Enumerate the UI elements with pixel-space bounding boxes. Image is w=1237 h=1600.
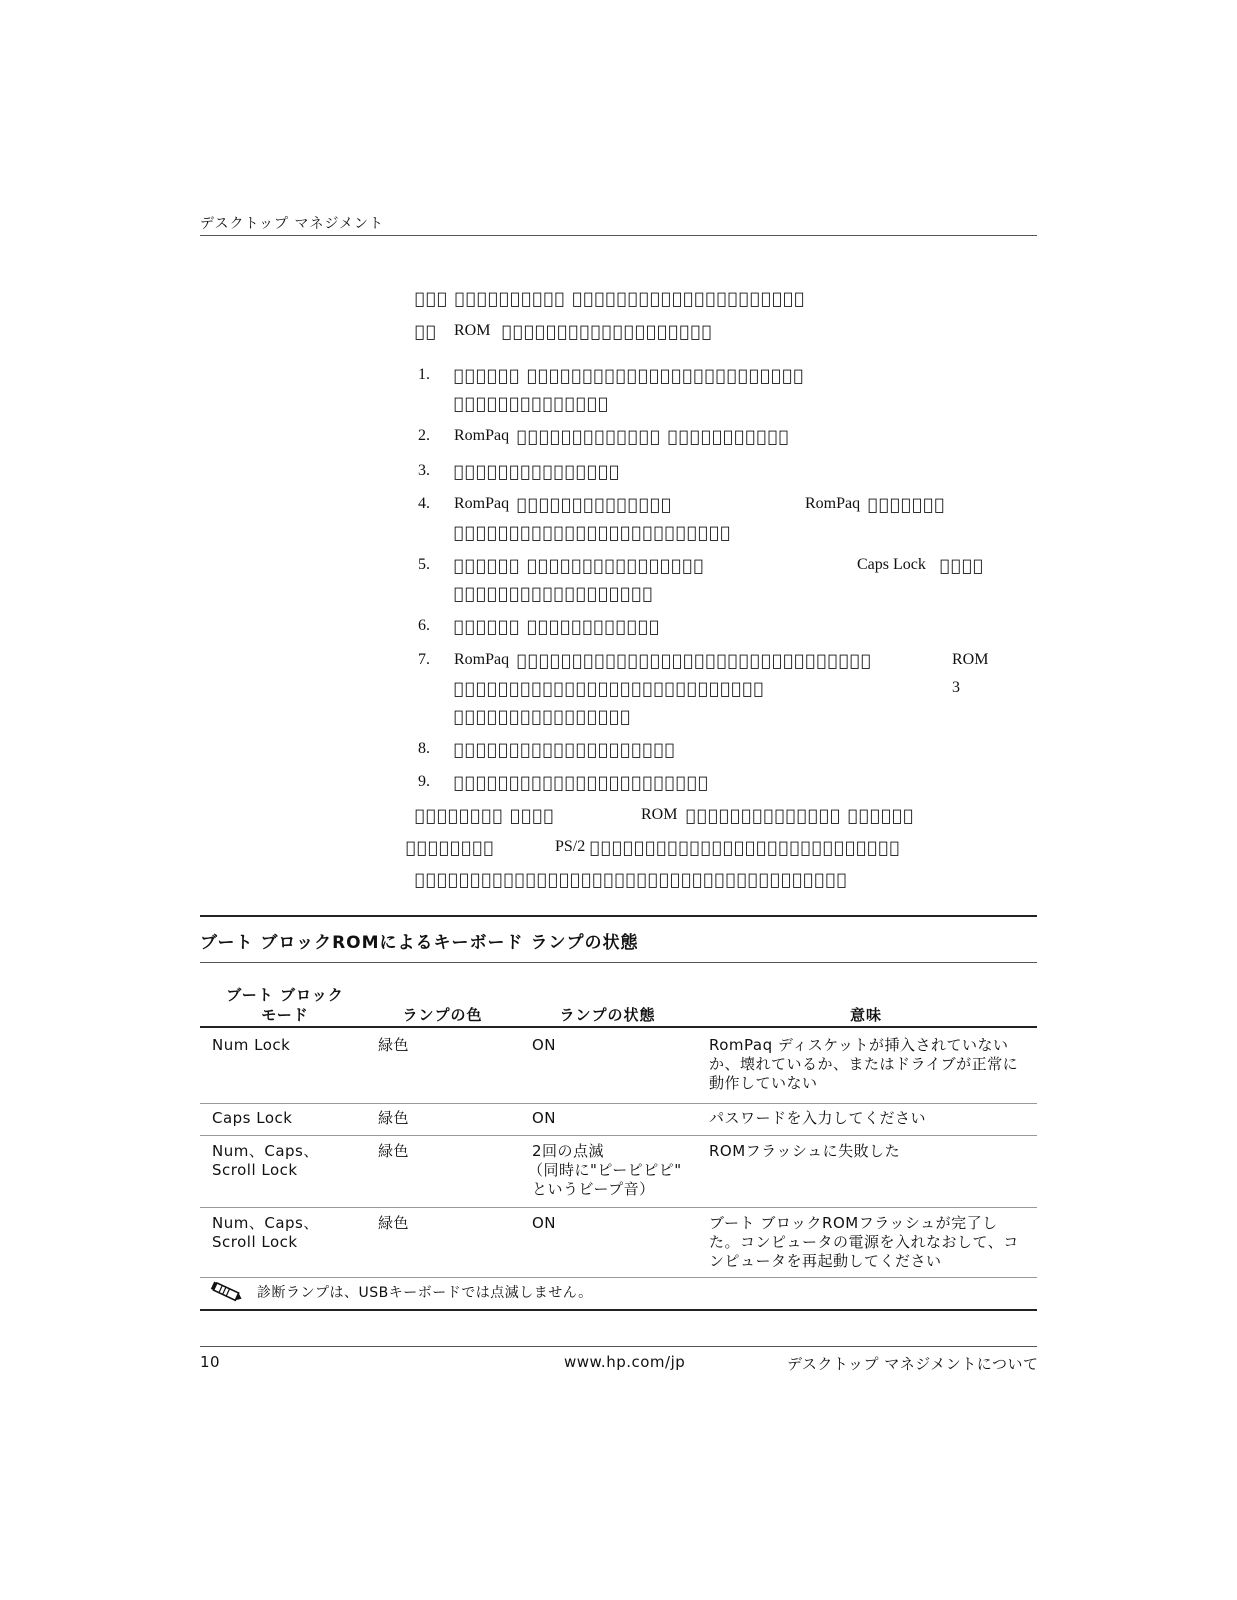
step-9-number: 9. <box>418 773 430 790</box>
row-2-state: ON <box>532 1109 557 1127</box>
step-4-line-1:                <box>517 495 673 514</box>
intro-line-2-rest:                     <box>502 322 713 341</box>
row-2-mode: Caps Lock <box>212 1109 293 1127</box>
row-1-mode: Num Lock <box>212 1036 291 1054</box>
row-3-meaning-1: ROMフラッシュに失敗した <box>709 1142 901 1160</box>
header-rule <box>200 235 1037 236</box>
pencil-note-icon <box>210 1280 244 1304</box>
step-7-line-2:                              <box>454 679 765 698</box>
step-6-line-1:                     <box>454 617 661 636</box>
row-4-state: ON <box>532 1214 557 1232</box>
step-8-number: 8. <box>418 740 430 757</box>
step-1-line-2:                <box>454 394 610 413</box>
row-4-mode-1: Num、Caps、 <box>212 1214 319 1232</box>
row-4-meaning-3: ンピュータを再起動してください <box>709 1252 942 1270</box>
table-bottom-rule <box>200 1309 1037 1311</box>
footer-url: www.hp.com/jp <box>564 1353 686 1371</box>
header-color: ランプの色 <box>402 1006 483 1024</box>
header-mode-line-2: モード <box>261 1006 309 1024</box>
step-7-rompaq: RomPaq <box>454 651 510 668</box>
table-top-rule <box>200 915 1037 917</box>
table-title-rule <box>200 962 1037 963</box>
row-1-meaning-1: RomPaq ディスケットが挿入されていない <box>709 1036 1009 1054</box>
row-1-state: ON <box>532 1036 557 1054</box>
row-4-meaning-2: た。コンピュータの電源を入れなおして、コ <box>709 1233 1019 1251</box>
after-ps2: PS/2 <box>555 838 586 855</box>
row-3-mode-1: Num、Caps、 <box>212 1142 319 1160</box>
step-4-rompaq-2: RomPaq <box>805 495 861 512</box>
step-2-number: 2. <box>418 427 430 444</box>
step-4-line-2:                           <box>454 523 732 542</box>
row-rule <box>200 1277 1037 1278</box>
row-3-state-1: 2回の点滅 <box>532 1142 605 1160</box>
row-1-meaning-3: 動作していない <box>709 1074 818 1092</box>
row-1-color: 緑色 <box>378 1036 410 1054</box>
step-7-rom: ROM <box>952 651 989 668</box>
step-4-number: 4. <box>418 495 430 512</box>
intro-rom: ROM <box>454 322 491 339</box>
step-1-number: 1. <box>418 366 430 383</box>
step-4-rompaq: RomPaq <box>454 495 510 512</box>
step-8-line-1:                      <box>454 740 677 759</box>
footer-section: デスクトップ マネジメントについて <box>787 1355 1039 1373</box>
header-state: ランプの状態 <box>559 1006 656 1024</box>
header-mode-line-1: ブート ブロック <box>226 986 344 1004</box>
row-3-mode-2: Scroll Lock <box>212 1161 298 1179</box>
footer-rule <box>200 1346 1037 1347</box>
step-5-number: 5. <box>418 556 430 573</box>
after-line-1-b:                       <box>686 806 915 825</box>
step-5-line-1:                         <box>454 556 705 575</box>
step-7-line-1:                                  <box>517 651 873 670</box>
row-4-mode-2: Scroll Lock <box>212 1233 298 1251</box>
running-head: デスクトップ マネジメント <box>200 216 385 232</box>
row-rule <box>200 1135 1037 1136</box>
step-4-tail:         <box>868 495 946 514</box>
after-rom: ROM <box>641 806 678 823</box>
step-3-number: 3. <box>418 462 430 479</box>
after-line-3:                                         <box>415 870 848 889</box>
table-note: 診断ランプは、USBキーボードでは点滅しません。 <box>257 1285 593 1301</box>
row-2-meaning-1: パスワードを入力してください <box>709 1109 927 1127</box>
step-7-line-3:                  <box>454 707 632 726</box>
step-2-line-1:                           <box>517 427 791 446</box>
step-3-line-1:                 <box>454 462 621 481</box>
row-rule <box>200 1207 1037 1208</box>
after-line-2-b:                              <box>590 838 901 857</box>
row-3-color: 緑色 <box>378 1142 410 1160</box>
header-meaning: 意味 <box>849 1006 882 1024</box>
step-5-line-2:                    <box>454 584 654 603</box>
table-header-rule <box>200 1026 1037 1028</box>
step-5-capslock: Caps Lock <box>857 556 926 573</box>
after-line-1-a:               <box>415 806 555 825</box>
row-3-state-3: というビープ音） <box>532 1180 655 1198</box>
row-rule <box>200 1103 1037 1104</box>
intro-line-2-prefix:    <box>415 322 438 341</box>
after-line-2-a:          <box>406 838 495 857</box>
step-2-rompaq: RomPaq <box>454 427 510 444</box>
row-4-color: 緑色 <box>378 1214 410 1232</box>
step-6-number: 6. <box>418 617 430 634</box>
row-3-state-2: （同時に"ピーピピピ" <box>528 1161 682 1179</box>
intro-line-1:                                      <box>415 289 806 308</box>
step-5-tail:      <box>940 556 985 575</box>
page-number: 10 <box>200 1353 221 1371</box>
step-1-line-1:                                  <box>454 366 805 385</box>
table-title: ブート ブロックROMによるキーボード ランプの状態 <box>200 933 639 953</box>
step-7-number: 7. <box>418 651 430 668</box>
row-4-meaning-1: ブート ブロックROMフラッシュが完了し <box>709 1214 998 1232</box>
step-7-three: 3 <box>952 679 960 696</box>
step-9-line-1:                         <box>454 773 710 792</box>
row-2-color: 緑色 <box>378 1109 410 1127</box>
row-1-meaning-2: か、壊れているか、またはドライブが正常に <box>709 1055 1019 1073</box>
